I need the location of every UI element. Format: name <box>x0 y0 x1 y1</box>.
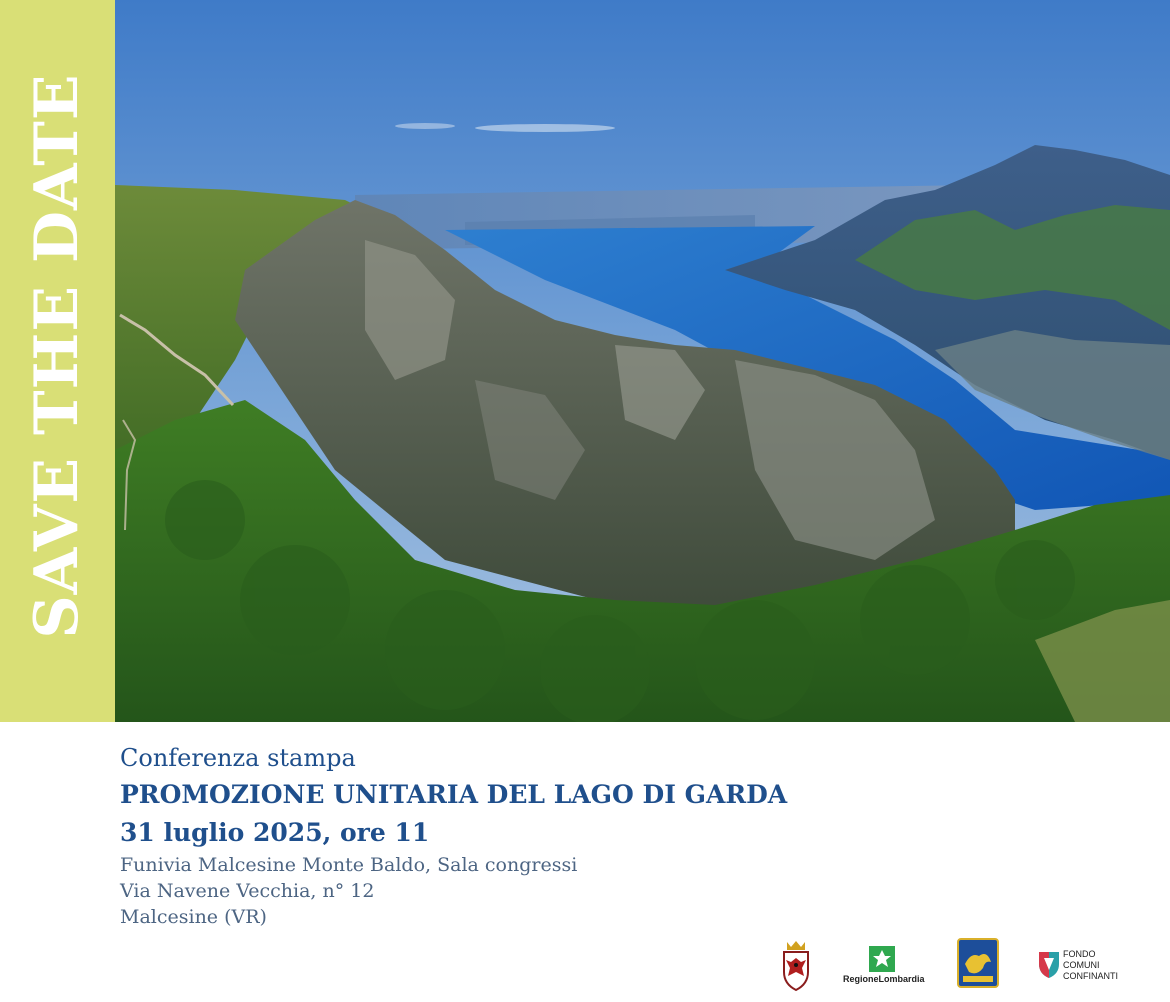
fondo-comuni-confinanti-logo <box>1037 938 1157 988</box>
event-details <box>120 740 820 930</box>
event-kicker: Conferenza stampa <box>120 744 356 772</box>
fondo-line-3: CONFINANTI <box>1063 971 1118 981</box>
sponsor-logos <box>775 938 1165 998</box>
regione-lombardia-logo <box>843 938 923 994</box>
venue-line-1: Funivia Malcesine Monte Baldo, Sala congressi <box>120 854 578 876</box>
venue-line-2: Via Navene Vecchia, n° 12 <box>120 880 375 902</box>
fondo-line-2: COMUNI <box>1063 960 1100 970</box>
fondo-line-1: FONDO <box>1063 949 1096 959</box>
venue-line-3: Malcesine (VR) <box>120 906 267 928</box>
trentino-crest-logo <box>779 938 813 992</box>
save-the-date-text: SAVE THE DATE <box>22 73 92 639</box>
event-title: PROMOZIONE UNITARIA DEL LAGO DI GARDA <box>120 780 788 809</box>
veneto-lion-logo <box>957 938 999 988</box>
lombardia-label: RegioneLombardia <box>843 974 925 984</box>
save-the-date-band <box>0 0 115 722</box>
hero-landscape-image <box>115 0 1170 722</box>
event-datetime: 31 luglio 2025, ore 11 <box>120 818 430 847</box>
